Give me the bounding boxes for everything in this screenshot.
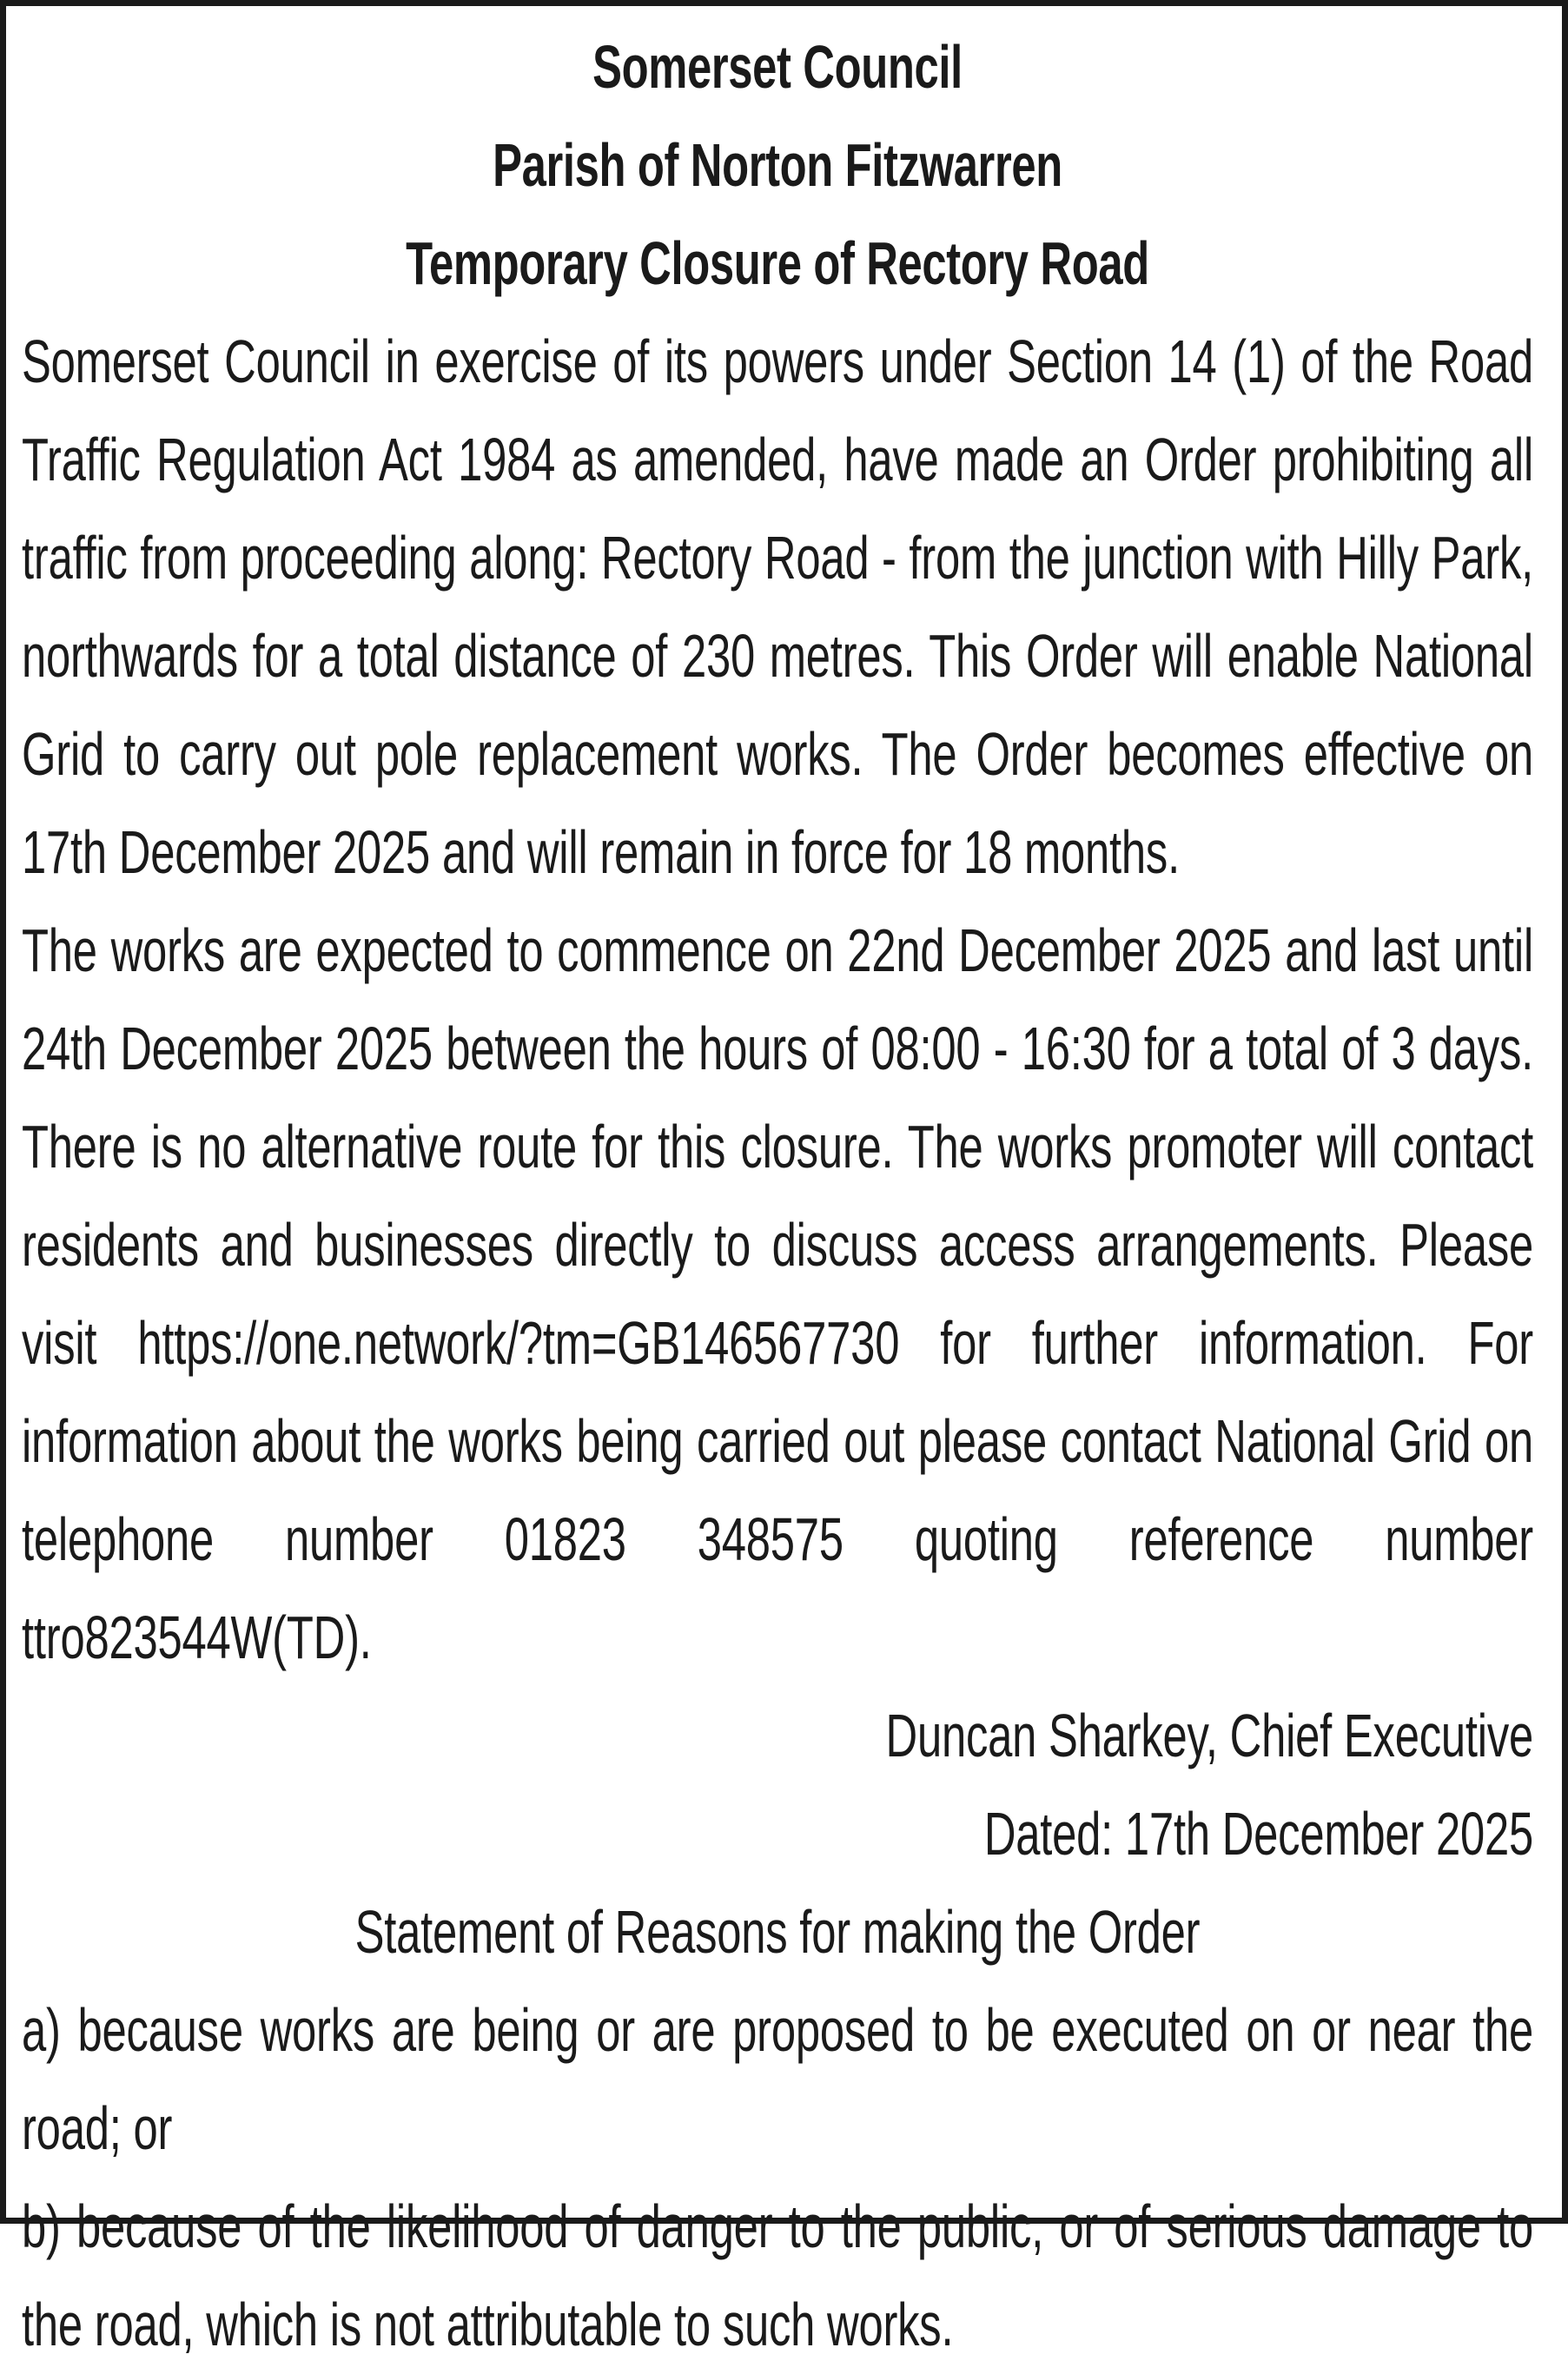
order-paragraph: Somerset Council in exercise of its powers under Section 14 (1) of the Road Traffic Regulation Act 1984 as amended, have made an Order prohibiting all traffic from proceeding along: Rectory Road - from the junction with Hilly Park, northwards for a total distance of 230 metres. This Order will enable National Grid to carry out pole replacement works. The Order becomes effective on 17th December 2025 and will remain in force for 18 months. — [22, 327, 1533, 886]
works-paragraph: The works are expected to commence on 22nd December 2025 and last until 24th December 2025 between the hours of 08:00 - 16:30 for a total of 3 days. There is no alternative route for this closure. The works promoter will contact residents and businesses directly to discuss access arrangements. Please visit https://one.network/?tm=GB146567730 for further information. For information about the works being carried out please contact National Grid on telephone number 01823 348575 quoting reference number ttro823544W(TD). — [22, 916, 1533, 1671]
notice-title: Temporary Closure of Rectory Road — [406, 229, 1149, 297]
council-name: Somerset Council — [592, 33, 963, 101]
reason-b: b) because of the likelihood of danger to the public, or of serious damage to the road, which is not attributable to such works. — [22, 2192, 1533, 2358]
signatory: Duncan Sharkey, Chief Executive — [885, 1702, 1533, 1769]
parish-name: Parish of Norton Fitzwarren — [493, 131, 1062, 199]
dated-line: Dated: 17th December 2025 — [983, 1800, 1533, 1868]
notice-heading — [22, 18, 1533, 313]
reasons-title: Statement of Reasons for making the Order — [354, 1898, 1201, 1966]
notice-content — [22, 18, 1533, 2374]
reason-a: a) because works are being or are proposed to be executed on or near the road; or — [22, 1996, 1533, 2162]
